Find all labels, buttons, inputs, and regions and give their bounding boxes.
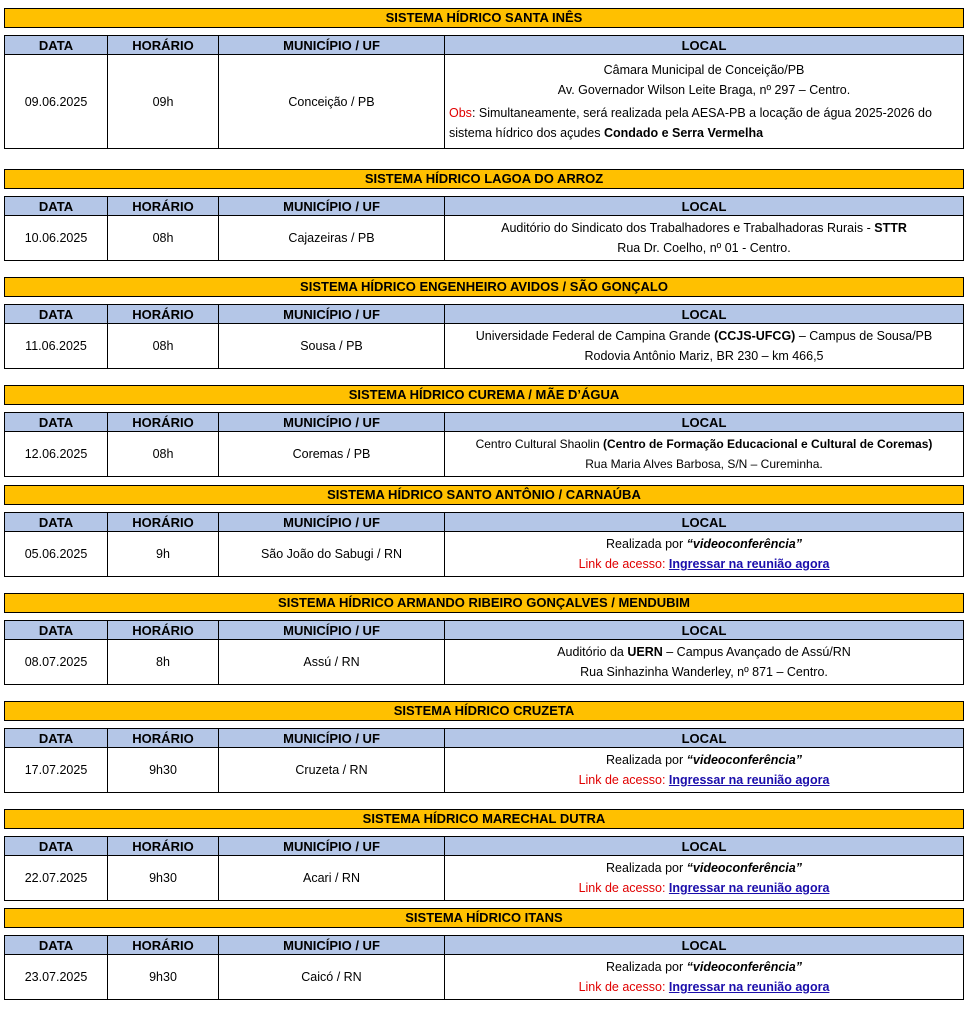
local-text: Universidade Federal de Campina Grande <box>475 329 715 343</box>
date-cell: 09.06.2025 <box>5 55 108 149</box>
col-municipio: MUNICÍPIO / UF <box>219 36 445 55</box>
col-local: LOCAL <box>445 36 964 55</box>
col-local: LOCAL <box>445 513 964 532</box>
local-line-1 <box>447 434 961 454</box>
col-data: DATA <box>5 36 108 55</box>
section-title: SISTEMA HÍDRICO MARECHAL DUTRA <box>4 809 964 829</box>
local-cell <box>445 532 964 577</box>
obs-label: Obs <box>449 106 472 120</box>
time-cell: 9h30 <box>108 748 219 793</box>
schedule-table <box>4 196 964 261</box>
col-local: LOCAL <box>445 413 964 432</box>
video-line <box>449 858 959 878</box>
local-bold: (Centro de Formação Educacional e Cultural de Coremas) <box>602 437 933 451</box>
local-line-2: Rua Dr. Coelho, nº 01 - Centro. <box>617 241 791 255</box>
table-row <box>5 856 964 901</box>
video-word: videoconferência <box>692 537 796 551</box>
section-title: SISTEMA HÍDRICO SANTA INÊS <box>4 8 964 28</box>
video-word: videoconferência <box>692 960 796 974</box>
link-line <box>449 770 959 790</box>
local-text: Auditório do Sindicato dos Trabalhadores e Trabalhadoras Rurais - <box>501 221 875 235</box>
schedule-table <box>4 935 964 1000</box>
section-title: SISTEMA HÍDRICO LAGOA DO ARROZ <box>4 169 964 189</box>
time-cell: 08h <box>108 324 219 369</box>
obs-note <box>449 103 959 143</box>
col-local: LOCAL <box>445 621 964 640</box>
col-horario: HORÁRIO <box>108 36 219 55</box>
col-municipio: MUNICÍPIO / UF <box>219 837 445 856</box>
local-text-2: – Campus Avançado de Assú/RN <box>662 645 851 659</box>
link-line <box>449 977 959 997</box>
col-horario: HORÁRIO <box>108 197 219 216</box>
col-municipio: MUNICÍPIO / UF <box>219 513 445 532</box>
quote-open: “ <box>686 861 693 875</box>
section-title: SISTEMA HÍDRICO CUREMA / MÃE D’ÁGUA <box>4 385 964 405</box>
quote-close: ” <box>795 537 802 551</box>
header-row <box>5 729 964 748</box>
schedule-table <box>4 728 964 793</box>
date-cell: 23.07.2025 <box>5 955 108 1000</box>
city-cell: Assú / RN <box>219 640 445 685</box>
header-row <box>5 36 964 55</box>
col-horario: HORÁRIO <box>108 621 219 640</box>
local-cell <box>445 216 964 261</box>
time-cell: 9h30 <box>108 856 219 901</box>
section-title: SISTEMA HÍDRICO ARMANDO RIBEIRO GONÇALVES / MENDUBIM <box>4 593 964 613</box>
local-bold: UERN <box>627 645 663 659</box>
quote-open: “ <box>686 537 693 551</box>
schedule-table <box>4 512 964 577</box>
col-horario: HORÁRIO <box>108 837 219 856</box>
col-data: DATA <box>5 513 108 532</box>
col-local: LOCAL <box>445 729 964 748</box>
col-municipio: MUNICÍPIO / UF <box>219 197 445 216</box>
local-text-2: – Campus de Sousa/PB <box>795 329 933 343</box>
time-cell: 9h30 <box>108 955 219 1000</box>
local-bold: STTR <box>874 221 907 235</box>
quote-close: ” <box>795 861 802 875</box>
link-line <box>449 554 959 574</box>
header-row <box>5 305 964 324</box>
table-row <box>5 216 964 261</box>
local-line-1 <box>449 218 959 238</box>
section-title: SISTEMA HÍDRICO ITANS <box>4 908 964 928</box>
table-row <box>5 640 964 685</box>
local-line-2: Av. Governador Wilson Leite Braga, nº 297 – Centro. <box>557 83 851 97</box>
video-word: videoconferência <box>692 861 796 875</box>
local-text: Centro Cultural Shaolin <box>475 437 603 451</box>
col-municipio: MUNICÍPIO / UF <box>219 621 445 640</box>
col-horario: HORÁRIO <box>108 413 219 432</box>
header-row <box>5 621 964 640</box>
col-horario: HORÁRIO <box>108 513 219 532</box>
section-title: SISTEMA HÍDRICO ENGENHEIRO AVIDOS / SÃO GONÇALO <box>4 277 964 297</box>
obs-text: : Simultaneamente, será realizada pela AESA-PB a locação de água 2025-2026 do sistema hídrico dos açudes <box>449 106 932 140</box>
quote-close: ” <box>795 960 802 974</box>
video-line <box>449 957 959 977</box>
city-cell: São João do Sabugi / RN <box>219 532 445 577</box>
col-data: DATA <box>5 837 108 856</box>
header-row <box>5 837 964 856</box>
schedule-table <box>4 620 964 685</box>
video-line <box>449 534 959 554</box>
col-horario: HORÁRIO <box>108 305 219 324</box>
local-line-2: Rua Maria Alves Barbosa, S/N – Cureminha. <box>585 457 823 471</box>
col-data: DATA <box>5 621 108 640</box>
col-municipio: MUNICÍPIO / UF <box>219 413 445 432</box>
date-cell: 05.06.2025 <box>5 532 108 577</box>
meeting-link[interactable]: Ingressar na reunião agora <box>668 557 830 571</box>
city-cell: Cajazeiras / PB <box>219 216 445 261</box>
local-line-2: Rodovia Antônio Mariz, BR 230 – km 466,5 <box>584 349 824 363</box>
col-local: LOCAL <box>445 305 964 324</box>
local-line-2: Rua Sinhazinha Wanderley, nº 871 – Centro. <box>580 665 828 679</box>
local-cell <box>445 856 964 901</box>
section-title: SISTEMA HÍDRICO CRUZETA <box>4 701 964 721</box>
video-word: videoconferência <box>692 753 796 767</box>
time-cell: 9h <box>108 532 219 577</box>
video-pre: Realizada por <box>606 753 687 767</box>
video-pre: Realizada por <box>606 537 687 551</box>
schedule-table <box>4 412 964 477</box>
city-cell: Conceição / PB <box>219 55 445 149</box>
col-municipio: MUNICÍPIO / UF <box>219 729 445 748</box>
city-cell: Acari / RN <box>219 856 445 901</box>
link-label: Link de acesso: <box>578 773 669 787</box>
meeting-link[interactable]: Ingressar na reunião agora <box>668 881 830 895</box>
date-cell: 22.07.2025 <box>5 856 108 901</box>
video-pre: Realizada por <box>606 960 687 974</box>
city-cell: Coremas / PB <box>219 432 445 477</box>
table-row <box>5 324 964 369</box>
schedule-table <box>4 304 964 369</box>
video-line <box>449 750 959 770</box>
time-cell: 08h <box>108 216 219 261</box>
date-cell: 17.07.2025 <box>5 748 108 793</box>
col-municipio: MUNICÍPIO / UF <box>219 305 445 324</box>
date-cell: 08.07.2025 <box>5 640 108 685</box>
header-row <box>5 936 964 955</box>
local-cell <box>445 432 964 477</box>
link-label: Link de acesso: <box>578 881 669 895</box>
table-row <box>5 748 964 793</box>
section-title: SISTEMA HÍDRICO SANTO ANTÔNIO / CARNAÚBA <box>4 485 964 505</box>
link-line <box>449 878 959 898</box>
time-cell: 09h <box>108 55 219 149</box>
link-label: Link de acesso: <box>578 557 669 571</box>
col-horario: HORÁRIO <box>108 729 219 748</box>
col-local: LOCAL <box>445 936 964 955</box>
local-cell <box>445 748 964 793</box>
meeting-link[interactable]: Ingressar na reunião agora <box>668 773 830 787</box>
local-line-1: Câmara Municipal de Conceição/PB <box>603 63 805 77</box>
header-row <box>5 197 964 216</box>
meeting-link[interactable]: Ingressar na reunião agora <box>668 980 830 994</box>
schedule-table <box>4 836 964 901</box>
table-row <box>5 55 964 149</box>
city-cell: Caicó / RN <box>219 955 445 1000</box>
obs-bold: Condado e Serra Vermelha <box>603 126 764 140</box>
col-data: DATA <box>5 305 108 324</box>
col-local: LOCAL <box>445 197 964 216</box>
col-data: DATA <box>5 413 108 432</box>
quote-close: ” <box>795 753 802 767</box>
col-horario: HORÁRIO <box>108 936 219 955</box>
col-data: DATA <box>5 197 108 216</box>
quote-open: “ <box>686 960 693 974</box>
quote-open: “ <box>686 753 693 767</box>
local-line-1 <box>449 642 959 662</box>
date-cell: 10.06.2025 <box>5 216 108 261</box>
col-local: LOCAL <box>445 837 964 856</box>
video-pre: Realizada por <box>606 861 687 875</box>
city-cell: Cruzeta / RN <box>219 748 445 793</box>
table-row <box>5 432 964 477</box>
header-row <box>5 413 964 432</box>
header-row <box>5 513 964 532</box>
local-cell <box>445 955 964 1000</box>
local-text: Auditório da <box>557 645 628 659</box>
date-cell: 11.06.2025 <box>5 324 108 369</box>
local-cell <box>445 640 964 685</box>
time-cell: 08h <box>108 432 219 477</box>
date-cell: 12.06.2025 <box>5 432 108 477</box>
local-line-1 <box>449 326 959 346</box>
schedule-table <box>4 35 964 149</box>
table-row <box>5 532 964 577</box>
col-data: DATA <box>5 936 108 955</box>
time-cell: 8h <box>108 640 219 685</box>
local-bold: (CCJS-UFCG) <box>714 329 796 343</box>
local-cell <box>445 55 964 149</box>
col-data: DATA <box>5 729 108 748</box>
table-row <box>5 955 964 1000</box>
city-cell: Sousa / PB <box>219 324 445 369</box>
local-cell <box>445 324 964 369</box>
link-label: Link de acesso: <box>578 980 669 994</box>
col-municipio: MUNICÍPIO / UF <box>219 936 445 955</box>
